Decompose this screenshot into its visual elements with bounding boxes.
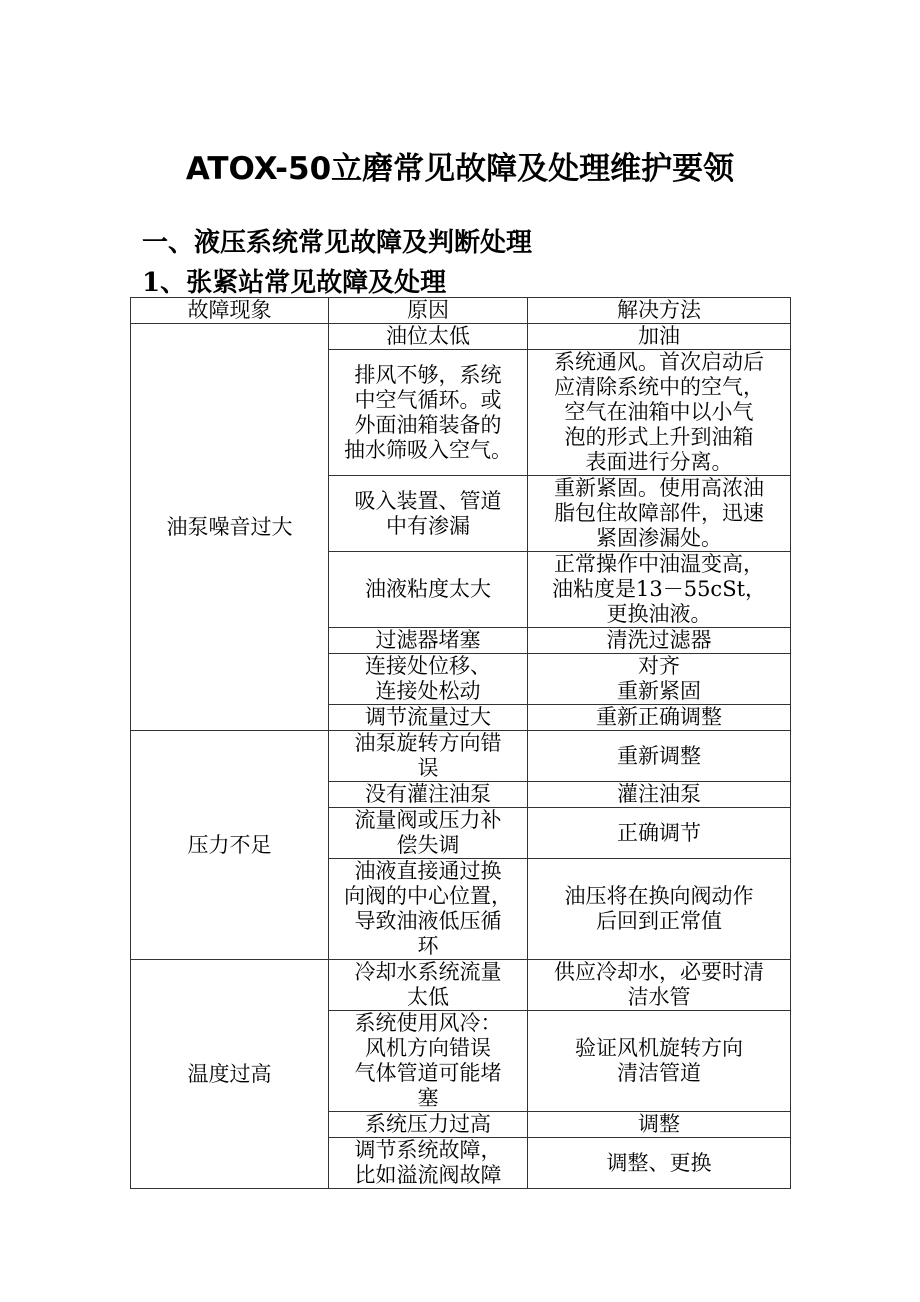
- subsection-heading: 1、张紧站常见故障及处理: [142, 268, 447, 298]
- header-cell: 故障现象: [131, 298, 329, 324]
- cause-cell: 连接处位移、 连接处松动: [329, 654, 528, 705]
- cause-cell: 调节系统故障， 比如溢流阀故障: [329, 1138, 528, 1189]
- section-heading: 一、液压系统常见故障及判断处理: [142, 228, 533, 258]
- solution-cell: 验证风机旋转方向 清洁管道: [528, 1011, 791, 1112]
- solution-cell: 油压将在换向阀动作 后回到正常值: [528, 859, 791, 960]
- cause-cell: 没有灌注油泵: [329, 782, 528, 808]
- symptom-cell: 压力不足: [131, 731, 329, 960]
- cause-cell: 系统使用风冷： 风机方向错误 气体管道可能堵 塞: [329, 1011, 528, 1112]
- solution-cell: 系统通风。首次启动后 应清除系统中的空气， 空气在油箱中以小气 泡的形式上升到油箱 表面进行分离。: [528, 350, 791, 476]
- solution-cell: 重新正确调整: [528, 705, 791, 731]
- fault-table: [130, 297, 791, 1189]
- cause-cell: 冷却水系统流量 太低: [329, 960, 528, 1011]
- solution-cell: 加油: [528, 324, 791, 350]
- cause-cell: 过滤器堵塞: [329, 628, 528, 654]
- cause-cell: 油液粘度太大: [329, 552, 528, 628]
- cause-cell: 流量阀或压力补 偿失调: [329, 808, 528, 859]
- solution-cell: 重新紧固。使用高浓油 脂包住故障部件，迅速 紧固渗漏处。: [528, 476, 791, 552]
- solution-cell: 供应冷却水，必要时清 洁水管: [528, 960, 791, 1011]
- table-row: [131, 324, 791, 350]
- solution-cell: 清洗过滤器: [528, 628, 791, 654]
- cause-cell: 吸入装置、管道 中有渗漏: [329, 476, 528, 552]
- table-row: [131, 731, 791, 782]
- symptom-cell: 油泵噪音过大: [131, 324, 329, 731]
- table-row: [131, 960, 791, 1011]
- header-cell: 解决方法: [528, 298, 791, 324]
- header-cell: 原因: [329, 298, 528, 324]
- cause-cell: 排风不够，系统 中空气循环。或 外面油箱装备的 抽水筛吸入空气。: [329, 350, 528, 476]
- solution-cell: 对齐 重新紧固: [528, 654, 791, 705]
- document-title: ATOX-50立磨常见故障及处理维护要领: [185, 151, 735, 187]
- table-header-row: [131, 298, 791, 324]
- cause-cell: 系统压力过高: [329, 1112, 528, 1138]
- solution-cell: 调整、更换: [528, 1138, 791, 1189]
- cause-cell: 油泵旋转方向错 误: [329, 731, 528, 782]
- cause-cell: 调节流量过大: [329, 705, 528, 731]
- solution-cell: 正常操作中油温变高， 油粘度是13－55cSt， 更换油液。: [528, 552, 791, 628]
- solution-cell: 重新调整: [528, 731, 791, 782]
- cause-cell: 油位太低: [329, 324, 528, 350]
- solution-cell: 调整: [528, 1112, 791, 1138]
- solution-cell: 灌注油泵: [528, 782, 791, 808]
- symptom-cell: 温度过高: [131, 960, 329, 1189]
- solution-cell: 正确调节: [528, 808, 791, 859]
- cause-cell: 油液直接通过换 向阀的中心位置， 导致油液低压循 环: [329, 859, 528, 960]
